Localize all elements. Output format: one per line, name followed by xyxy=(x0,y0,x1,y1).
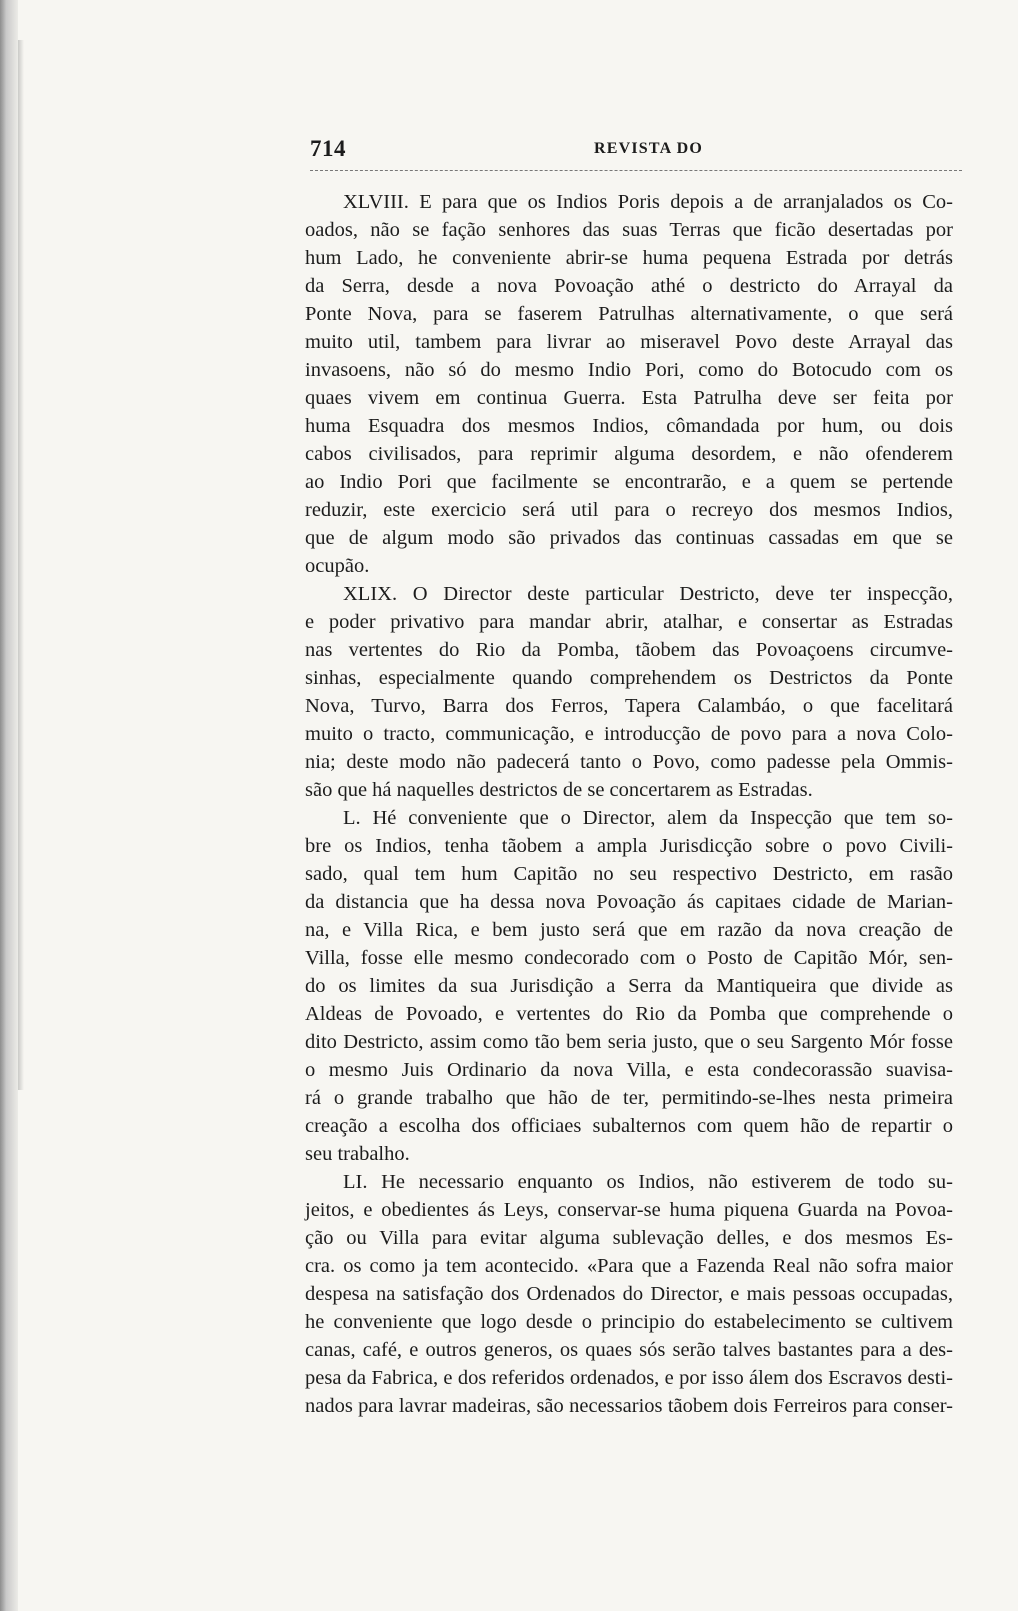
text-line: he conveniente que logo desde o principio do estabelecimento se cultivem xyxy=(305,1311,953,1333)
page-header xyxy=(310,132,965,166)
text-line: sado, qual tem hum Capitão no seu respectivo Destricto, em rasão xyxy=(305,863,953,885)
text-line: LI. He necessario enquanto os Indios, não estiverem de todo su- xyxy=(343,1171,953,1193)
text-line: bre os Indios, tenha tãobem a ampla Jurisdicção sobre o povo Civili- xyxy=(305,835,953,857)
text-line: da distancia que ha dessa nova Povoação ás capitaes cidade de Marian- xyxy=(305,891,953,913)
text-line: huma Esquadra dos mesmos Indios, cômandada por hum, ou dois xyxy=(305,415,953,437)
text-line: cabos civilisados, para reprimir alguma desordem, e não ofenderem xyxy=(305,443,953,465)
text-line: o mesmo Juis Ordinario da nova Villa, e esta condecorassão suavisa- xyxy=(305,1059,953,1081)
text-line: na, e Villa Rica, e bem justo será que em razão da nova creação de xyxy=(305,919,953,941)
page-number: 714 xyxy=(310,136,346,161)
text-line: jeitos, e obedientes ás Leys, conservar-se huma piquena Guarda na Povoa- xyxy=(305,1199,953,1221)
header-rule xyxy=(310,170,962,171)
text-line: nia; deste modo não padecerá tanto o Povo, como padesse pela Ommis- xyxy=(305,751,953,773)
text-line: invasoens, não só do mesmo Indio Pori, como do Botocudo com os xyxy=(305,359,953,381)
text-line: quaes vivem em continua Guerra. Esta Patrulha deve ser feita por xyxy=(305,387,953,409)
text-line: da Serra, desde a nova Povoação athé o destricto do Arrayal da xyxy=(305,275,953,297)
text-line: que de algum modo são privados das continuas cassadas em que se xyxy=(305,527,953,549)
text-line: cra. os como ja tem acontecido. «Para que a Fazenda Real não sofra maior xyxy=(305,1255,953,1277)
text-line: ao Indio Pori que facilmente se encontrarão, e a quem se pertende xyxy=(305,471,953,493)
text-line: muito util, tambem para livrar ao miseravel Povo deste Arrayal das xyxy=(305,331,953,353)
text-line: rá o grande trabalho que hão de ter, permitindo-se-lhes nesta primeira xyxy=(305,1087,953,1109)
body-text xyxy=(305,188,953,1420)
text-line: hum Lado, he conveniente abrir-se huma pequena Estrada por detrás xyxy=(305,247,953,269)
text-line: são que há naquelles destrictos de se concertarem as Estradas. xyxy=(305,779,813,801)
text-line: despesa na satisfação dos Ordenados do Director, e mais pessoas occupadas, xyxy=(305,1283,953,1305)
text-line: ção ou Villa para evitar alguma sublevação delles, e dos mesmos Es- xyxy=(305,1227,953,1249)
text-line: creação a escolha dos officiaes subalternos com quem hão de repartir o xyxy=(305,1115,953,1137)
text-line: Ponte Nova, para se faserem Patrulhas alternativamente, o que será xyxy=(305,303,953,325)
text-line: dito Destricto, assim como tão bem seria justo, que o seu Sargento Mór fosse xyxy=(305,1031,953,1053)
scan-page-edge xyxy=(0,0,18,1611)
text-line: sinhas, especialmente quando comprehendem os Destrictos da Ponte xyxy=(305,667,953,689)
text-line: nados para lavrar madeiras, são necessarios tãobem dois Ferreiros para conser- xyxy=(305,1395,953,1417)
text-line: do os limites da sua Jurisdição a Serra da Mantiqueira que divide as xyxy=(305,975,953,997)
text-line: e poder privativo para mandar abrir, atalhar, e consertar as Estradas xyxy=(305,611,953,633)
text-line: seu trabalho. xyxy=(305,1143,410,1165)
scan-shadow xyxy=(18,40,24,1090)
text-line: reduzir, este exercicio será util para o recreyo dos mesmos Indios, xyxy=(305,499,953,521)
text-line: XLIX. O Director deste particular Destricto, deve ter inspecção, xyxy=(343,583,953,605)
text-line: XLVIII. E para que os Indios Poris depois a de arranjalados os Co- xyxy=(343,191,953,213)
text-line: oados, não se fação senhores das suas Terras que ficão desertadas por xyxy=(305,219,953,241)
text-line: Nova, Turvo, Barra dos Ferros, Tapera Calambáo, o que facelitará xyxy=(305,695,953,717)
text-line: Aldeas de Povoado, e vertentes do Rio da Pomba que comprehende o xyxy=(305,1003,953,1025)
text-line: ocupão. xyxy=(305,555,370,577)
text-line: canas, café, e outros generos, os quaes sós serão talves bastantes para a des- xyxy=(305,1339,953,1361)
text-line: Villa, fosse elle mesmo condecorado com o Posto de Capitão Mór, sen- xyxy=(305,947,953,969)
text-line: nas vertentes do Rio da Pomba, tãobem das Povoaçoens circumve- xyxy=(305,639,953,661)
text-line: pesa da Fabrica, e dos referidos ordenados, e por isso álem dos Escravos desti- xyxy=(305,1367,953,1389)
text-line: muito o tracto, communicação, e introducção de povo para a nova Colo- xyxy=(305,723,953,745)
running-title: REVISTA DO xyxy=(594,140,704,157)
text-line: L. Hé conveniente que o Director, alem da Inspecção que tem so- xyxy=(343,807,953,829)
